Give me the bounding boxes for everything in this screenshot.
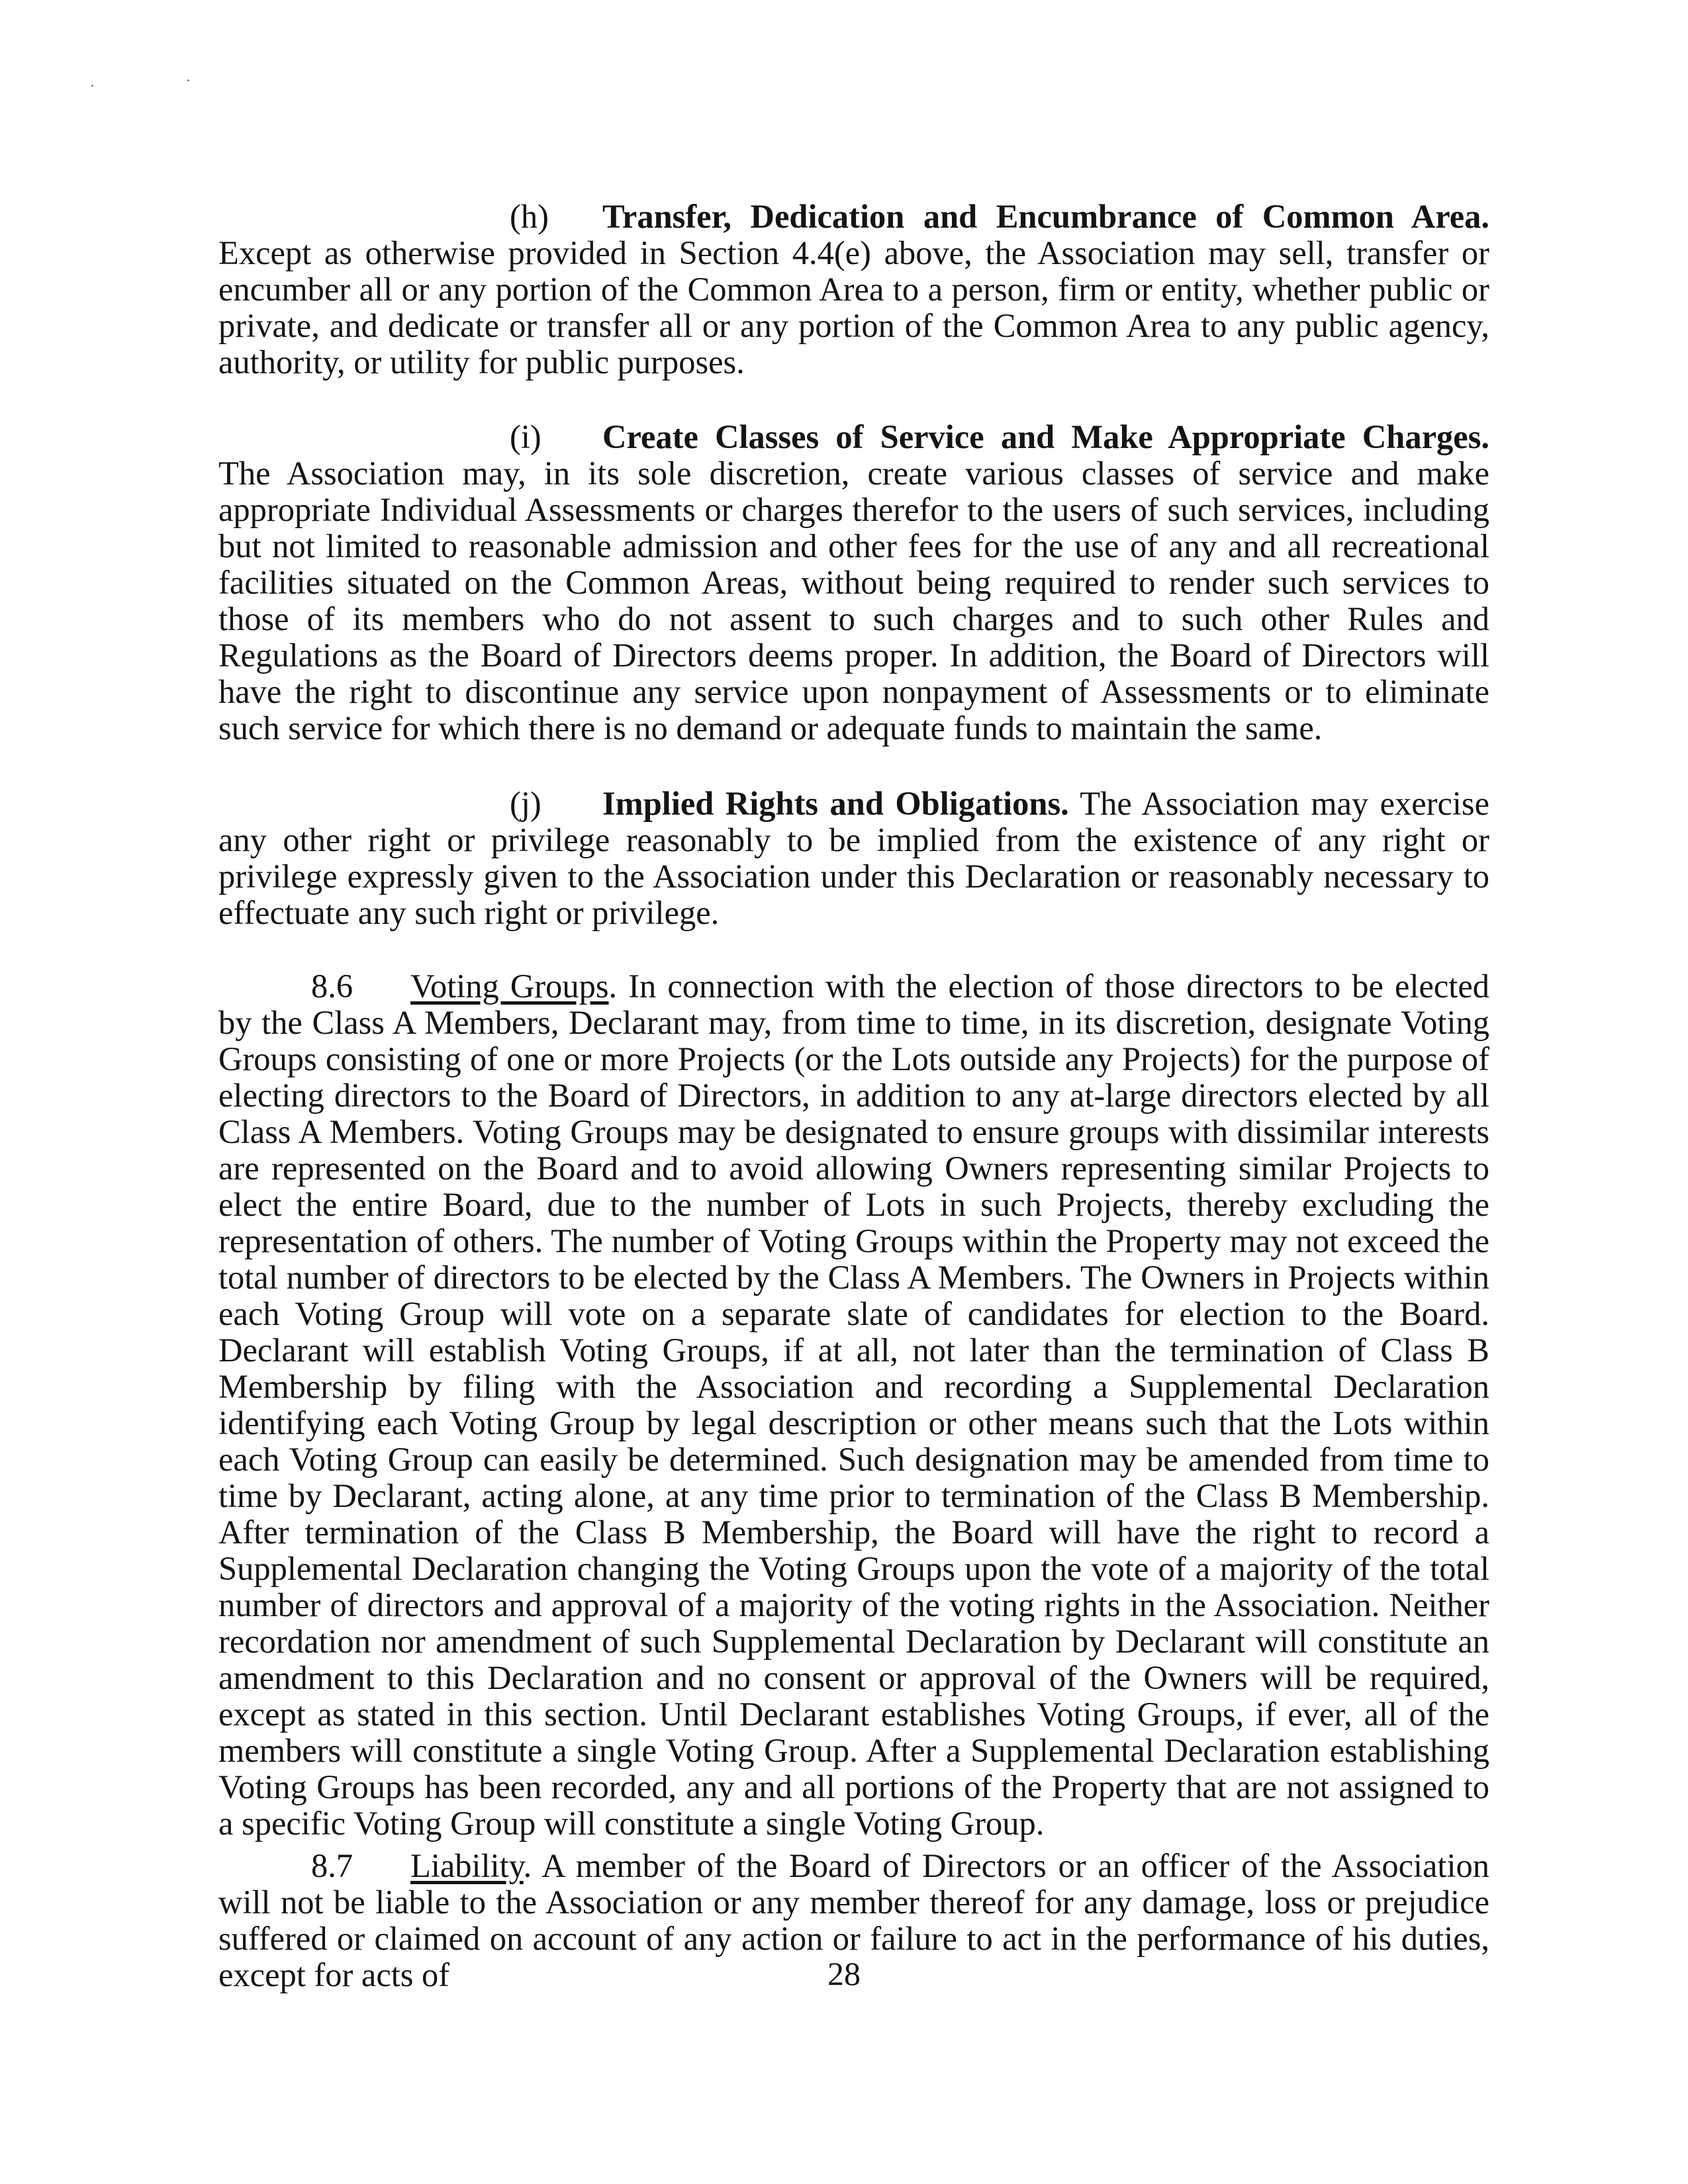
section-number: 8.6 bbox=[311, 968, 353, 1005]
paragraph-body: Except as otherwise provided in Section 4.4(e) above, the Association may sell, transfer or encumber all or any portion of the Common Area to a person, firm or entity, whether public or private, and dedicate or transfer all or any portion of the Common Area to any public agency, authority, or utility for public purposes. bbox=[218, 234, 1489, 381]
section-number: 8.7 bbox=[311, 1847, 353, 1884]
paragraph-heading: Implied Rights and Obligations. bbox=[602, 785, 1069, 822]
scan-speck bbox=[187, 79, 189, 81]
page-number: 28 bbox=[827, 1955, 861, 1992]
paragraph-label: (j) bbox=[510, 785, 541, 822]
paragraph-h-transfer-dedication bbox=[218, 199, 1489, 381]
section-heading: Voting Groups bbox=[410, 968, 609, 1005]
scan-speck bbox=[91, 85, 93, 87]
section-body: . In connection with the election of those directors to be elected by the Class A Members, Declarant may, from time to time, in its discretion, designate Voting Groups consisting of one or more Projects (or the Lots outside any Projects) for the purpose of electing directors to the Board of Directors, in addition to any at-large directors elected by all Class A Members. Voting Groups may be designated to ensure groups with dissimilar interests are represented on the Board and to avoid allowing Owners representing similar Projects to elect the entire Board, due to the number of Lots in such Projects, thereby excluding the representation of others. The number of Voting Groups within the Property may not exceed the total number of directors to be elected by the Class A Members. The Owners in Projects within each Voting Group will vote on a separate slate of candidates for election to the Board. Declarant will establish Voting Groups, if at all, not later than the termination of Class B Membership by filing with the Association and recording a Supplemental Declaration identifying each Voting Group by legal description or other means such that the Lots within each Voting Group can easily be determined. Such designation may be amended from time to time by Declarant, acting alone, at any time prior to termination of the Class B Membership. After termination of the Class B Membership, the Board will have the right to record a Supplemental Declaration changing the Voting Groups upon the vote of a majority of the total number of directors and approval of a majority of the voting rights in the Association. Neither recordation nor amendment of such Supplemental Declaration by Declarant will constitute an amendment to this Declaration and no consent or approval of the Owners will be required, except as stated in this section. Until Declarant establishes Voting Groups, if ever, all of the members will constitute a single Voting Group. After a Supplemental Declaration establishing Voting Groups has been recorded, any and all portions of the Property that are not assigned to a specific Voting Group will constitute a single Voting Group. bbox=[218, 968, 1489, 1842]
paragraph-j-implied-rights bbox=[218, 786, 1489, 931]
section-8-6-voting-groups bbox=[218, 968, 1489, 1842]
paragraph-body: The Association may exercise any other right or privilege reasonably to be implied from the existence of any right or privilege expressly given to the Association under this Declaration or reasonably necessary to effectuate any such right or privilege. bbox=[218, 785, 1489, 931]
paragraph-label: (i) bbox=[510, 418, 541, 455]
paragraph-heading: Transfer, Dedication and Encumbrance of Common Area. bbox=[602, 198, 1489, 235]
paragraph-i-classes-of-service bbox=[218, 419, 1489, 747]
paragraph-heading: Create Classes of Service and Make Appropriate Charges. bbox=[602, 418, 1489, 455]
paragraph-label: (h) bbox=[510, 198, 549, 235]
section-heading: Liability bbox=[410, 1847, 524, 1884]
paragraph-body: The Association may, in its sole discretion, create various classes of service and make appropriate Individual Assessments or charges therefor to the users of such services, including but not limited to reasonable admission and other fees for the use of any and all recreational facilities situated on the Common Areas, without being required to render such services to those of its members who do not assent to such charges and to such other Rules and Regulations as the Board of Directors deems proper. In addition, the Board of Directors will have the right to discontinue any service upon nonpayment of Assessments or to eliminate such service for which there is no demand or adequate funds to maintain the same. bbox=[218, 455, 1489, 747]
section-body: . A member of the Board of Directors or an officer of the Association will not be liable to the Association or any member thereof for any damage, loss or prejudice suffered or claimed on account of any action or failure to act in the performance of his duties, except for acts of bbox=[218, 1847, 1489, 1993]
